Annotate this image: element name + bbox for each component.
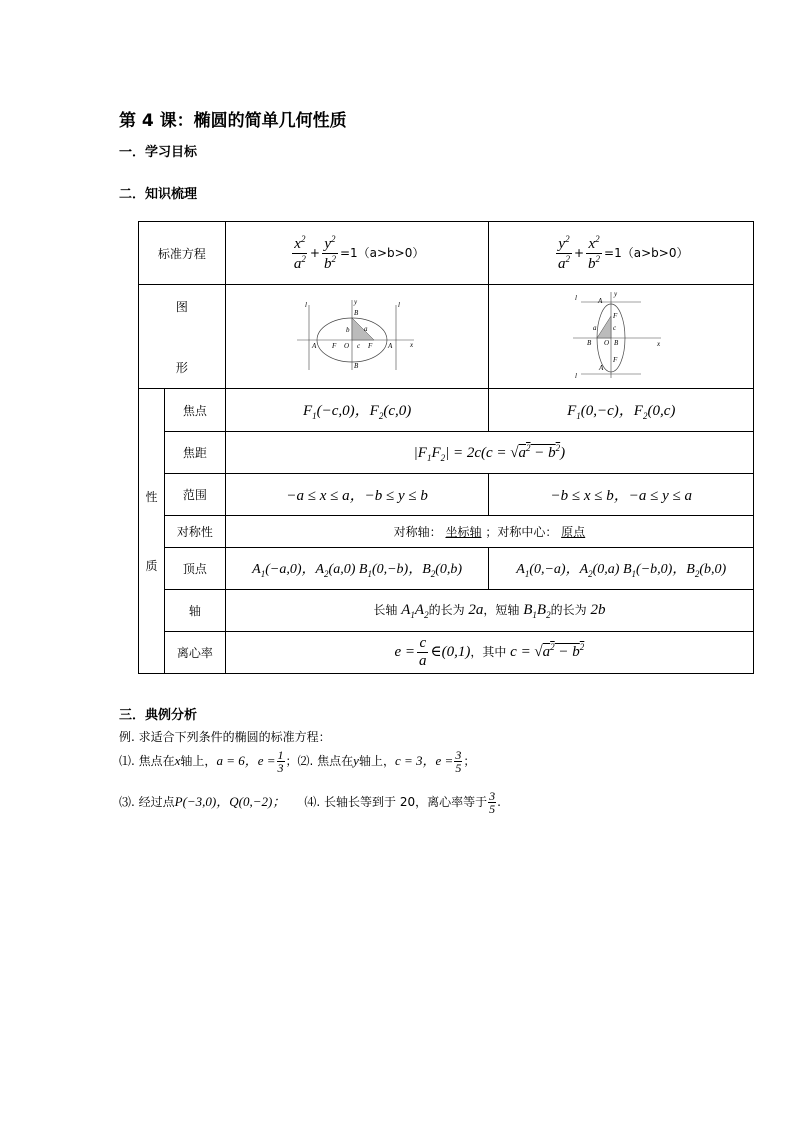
- label-properties-group: [139, 389, 165, 674]
- label-axis: 轴: [164, 590, 225, 632]
- svg-text:x: x: [410, 341, 414, 349]
- svg-text:l: l: [575, 294, 578, 302]
- example-intro: 例. 求适合下列条件的椭圆的标准方程：: [119, 730, 331, 744]
- row-focus: [139, 389, 754, 432]
- svg-text:y: y: [354, 298, 358, 306]
- section-learning-goals: 一．学习目标: [119, 145, 198, 160]
- svg-text:l: l: [398, 301, 401, 309]
- svg-text:F: F: [613, 356, 618, 364]
- row-range: [139, 474, 754, 516]
- svg-text:A: A: [598, 297, 603, 305]
- focal-distance-formula: $|F_1F_2| = 2c(c = √a^2 - b^2)$: [225, 432, 753, 474]
- svg-text:B: B: [354, 309, 359, 317]
- axis-description: 长轴 $A_1A_2$的长为 2a，短轴 $B_1B_2$的长为 2b: [225, 590, 753, 632]
- eccentricity-text: ，其中: [470, 645, 507, 659]
- range-x-major: −a ≤ x ≤ a，−b ≤ y ≤ b: [225, 474, 489, 516]
- row-axis: [139, 590, 754, 632]
- svg-text:l: l: [575, 372, 578, 380]
- row-focal-distance: [139, 432, 754, 474]
- eccentricity-formula: e = $\frac{c}{a}$ ∈(0,1)，其中 $c = √a^2 - b^2$: [225, 632, 753, 674]
- svg-text:O: O: [344, 342, 350, 350]
- example-4-text: ⑷. 长轴长等到于 20，离心率等于: [304, 795, 488, 809]
- page-title: 第 4 课：椭圆的简单几何性质: [119, 111, 347, 131]
- label-figure-top: 图: [175, 299, 188, 314]
- label-group-bottom: 质: [145, 559, 158, 573]
- ellipse-properties-table: [138, 221, 754, 674]
- equation-y-tail: =1（a>b>0）: [604, 245, 689, 260]
- svg-text:b: b: [346, 326, 350, 334]
- example-line-2: ⑶. 经过点P(−3,0)，Q(0,−2)； ⑷. 长轴长等到于 20，离心率等于 $\frac{3}{5}$ .: [119, 789, 501, 816]
- svg-text:A: A: [388, 342, 393, 350]
- symmetry-axis-label: 对称轴：: [393, 525, 442, 539]
- axis-text-1: 长轴: [373, 603, 398, 617]
- svg-text:y: y: [614, 290, 618, 298]
- row-eccentricity: [139, 632, 754, 674]
- svg-text:l: l: [305, 301, 308, 309]
- svg-text:F: F: [368, 342, 373, 350]
- row-vertex: [139, 548, 754, 590]
- equation-y-major: $\frac{y^2}{a^2}$ + $\frac{x^2}{b^2}$ =1（a>b>0）: [489, 222, 754, 285]
- label-eccentricity: 离心率: [164, 632, 225, 674]
- row-symmetry: [139, 516, 754, 548]
- svg-text:B: B: [587, 339, 592, 347]
- svg-text:A: A: [599, 364, 604, 372]
- figure-horizontal-ellipse: [225, 285, 489, 389]
- horizontal-ellipse-diagram: [292, 295, 422, 375]
- label-vertex: 顶点: [164, 548, 225, 590]
- vertical-ellipse-diagram: [571, 290, 671, 380]
- svg-text:F: F: [332, 342, 337, 350]
- vertices-x-major: $A_1(-a,0)$，$A_2(a,0)$ $B_1(0,-b)$，$B_2(0,b)$: [225, 548, 489, 590]
- axis-text-2: 的长为: [428, 603, 465, 617]
- svg-text:a: a: [364, 325, 368, 333]
- row-standard-equation: [139, 222, 754, 285]
- example-3-text: ⑶. 经过点: [119, 795, 175, 809]
- axis-text-3: ，短轴: [483, 603, 520, 617]
- svg-text:F: F: [613, 312, 618, 320]
- example-1-text: ⑴. 焦点在: [119, 754, 175, 768]
- svg-text:A: A: [312, 342, 317, 350]
- equation-x-major: $\frac{x^2}{a^2}$ + $\frac{y^2}{b^2}$ =1（a>b>0）: [225, 222, 489, 285]
- svg-text:B: B: [354, 362, 359, 370]
- row-figure: [139, 285, 754, 389]
- example-1-text-b: 轴上，: [180, 754, 217, 768]
- symmetry-description: [225, 516, 753, 548]
- range-y-major: −b ≤ x ≤ b，−a ≤ y ≤ a: [489, 474, 754, 516]
- axis-text-4: 的长为: [550, 603, 587, 617]
- symmetry-axis-value: 坐标轴: [445, 525, 482, 539]
- example-line-1: ⑴. 焦点在x轴上，a = 6，e = $\frac{1}{3}$ ；⑵. 焦点在y轴上，c = 3，e = $\frac{3}{5}$ ；: [119, 748, 476, 775]
- foci-x-major: $F_1(-c,0)$，$F_2(c,0)$: [225, 389, 489, 432]
- symmetry-center-value: 原点: [561, 525, 586, 539]
- label-standard-equation: 标准方程: [139, 222, 226, 285]
- svg-text:a: a: [593, 324, 597, 332]
- svg-text:O: O: [604, 339, 610, 347]
- label-symmetry: 对称性: [164, 516, 225, 548]
- label-figure-bottom: 形: [175, 360, 188, 375]
- svg-text:B: B: [614, 339, 619, 347]
- vertices-y-major: $A_1(0,-a)$，$A_2(0,a)$ $B_1(-b,0)$，$B_2(b,0)$: [489, 548, 754, 590]
- section-examples: 三．典例分析: [119, 708, 198, 723]
- label-focal-distance: 焦距: [164, 432, 225, 474]
- example-2-text: ⑵. 焦点在: [297, 754, 354, 768]
- foci-y-major: $F_1(0,-c)$，$F_2(0,c)$: [489, 389, 754, 432]
- label-range: 范围: [164, 474, 225, 516]
- section-knowledge: 二．知识梳理: [119, 187, 198, 202]
- svg-text:c: c: [613, 324, 617, 332]
- svg-text:x: x: [657, 340, 661, 348]
- label-figure: [139, 285, 226, 389]
- svg-text:c: c: [357, 342, 361, 350]
- label-focus: 焦点: [164, 389, 225, 432]
- figure-vertical-ellipse: [489, 285, 754, 389]
- equation-x-tail: =1（a>b>0）: [339, 245, 425, 260]
- symmetry-center-label: ；对称中心：: [485, 525, 558, 539]
- example-2-text-b: 轴上，: [358, 754, 395, 768]
- label-group-top: 性: [145, 490, 158, 504]
